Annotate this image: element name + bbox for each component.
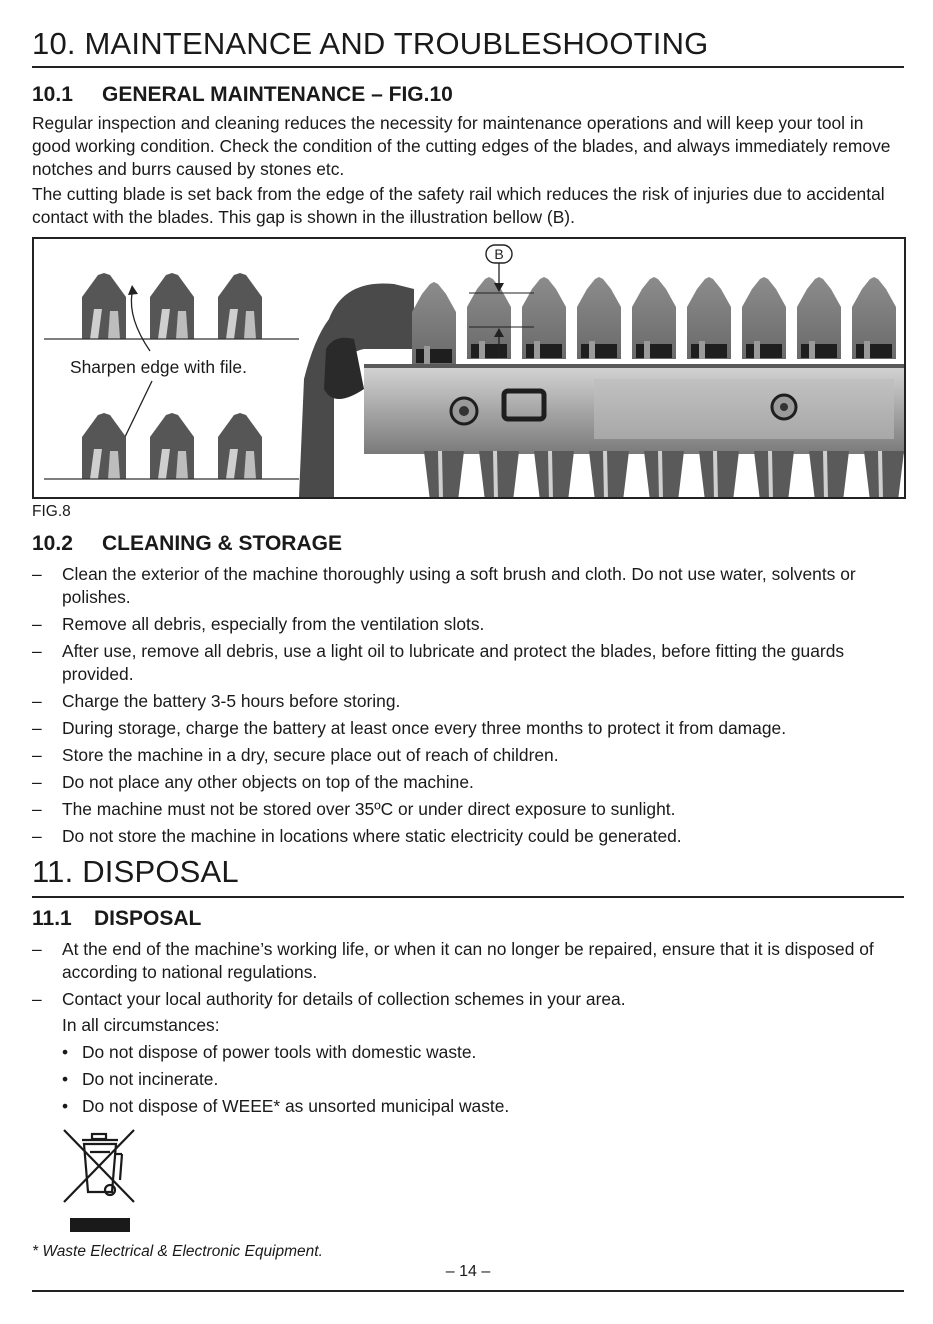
sharpen-edge-label: Sharpen edge with file.	[70, 357, 247, 377]
section-heading-text: GENERAL MAINTENANCE – FIG.10	[102, 83, 453, 106]
disposal-bullets	[32, 1041, 904, 1122]
weee-bin-icon	[62, 1126, 142, 1234]
list-item: • Do not dispose of power tools with domestic waste.	[62, 1042, 477, 1062]
section-heading-text: DISPOSAL	[94, 907, 202, 930]
gap-marker-label: B	[494, 246, 504, 262]
page-number: – 14 –	[445, 1263, 491, 1280]
section-11-rule	[32, 896, 904, 898]
list-item: – Contact your local authority for details of collection schemes in your area.	[32, 989, 626, 1009]
footnote: * Waste Electrical & Electronic Equipment.	[32, 1243, 323, 1260]
hedge-trimmer-blade-diagram	[34, 239, 904, 497]
section-10-rule	[32, 66, 904, 68]
blade-assembly	[299, 277, 904, 497]
list-item: – Clean the exterior of the machine thoroughly using a soft brush and cloth. Do not use water, solvents or polishes.	[32, 564, 856, 607]
list-item: – Charge the battery 3-5 hours before storing.	[32, 691, 401, 711]
section-heading-text: CLEANING & STORAGE	[102, 532, 342, 555]
section-number: 10.1	[32, 83, 73, 106]
maintenance-paragraph-1: Regular inspection and cleaning reduces the necessity for maintenance operations and will keep your tool in good working condition. Check the condition of the cutting edges of the blades, and always immediately remove notches and burrs caused by stones etc.	[32, 113, 891, 179]
section-11-1-heading	[32, 907, 201, 931]
list-item: – Store the machine in a dry, secure place out of reach of children.	[32, 745, 559, 765]
list-item: – The machine must not be stored over 35ºC or under direct exposure to sunlight.	[32, 799, 676, 819]
figure-caption: FIG.8	[32, 503, 71, 520]
list-item: – Remove all debris, especially from the ventilation slots.	[32, 614, 485, 634]
footer-rule	[32, 1290, 904, 1292]
list-item: • Do not incinerate.	[62, 1069, 219, 1089]
list-item: • Do not dispose of WEEE* as unsorted municipal waste.	[62, 1096, 510, 1116]
cleaning-storage-list	[32, 563, 904, 852]
disposal-list	[32, 938, 904, 1015]
section-number: 10.2	[32, 532, 73, 555]
section-number: 11.1	[32, 907, 72, 930]
circumstances-label: In all circumstances:	[62, 1015, 220, 1035]
list-item: – Do not store the machine in locations where static electricity could be generated.	[32, 826, 682, 846]
list-item: – At the end of the machine’s working life, or when it can no longer be repaired, ensure that it is disposed of according to national regulations.	[32, 939, 874, 982]
section-10-title: 10. MAINTENANCE AND TROUBLESHOOTING	[32, 26, 709, 61]
section-11-title: 11. DISPOSAL	[32, 854, 239, 889]
blade-illustration	[32, 237, 906, 499]
pointer-line	[131, 293, 150, 351]
section-10-2-heading	[32, 532, 342, 556]
teeth-top-row	[44, 273, 299, 339]
list-item: – After use, remove all debris, use a light oil to lubricate and protect the blades, before fitting the guards provided.	[32, 641, 845, 684]
list-item: – Do not place any other objects on top of the machine.	[32, 772, 474, 792]
teeth-bottom-row	[44, 413, 299, 479]
list-item: – During storage, charge the battery at least once every three months to protect it from damage.	[32, 718, 787, 738]
section-10-1-heading	[32, 83, 453, 107]
maintenance-paragraph-2: The cutting blade is set back from the edge of the safety rail which reduces the risk of injuries due to accidental contact with the blades. This gap is shown in the illustration bellow (B).	[32, 184, 885, 227]
